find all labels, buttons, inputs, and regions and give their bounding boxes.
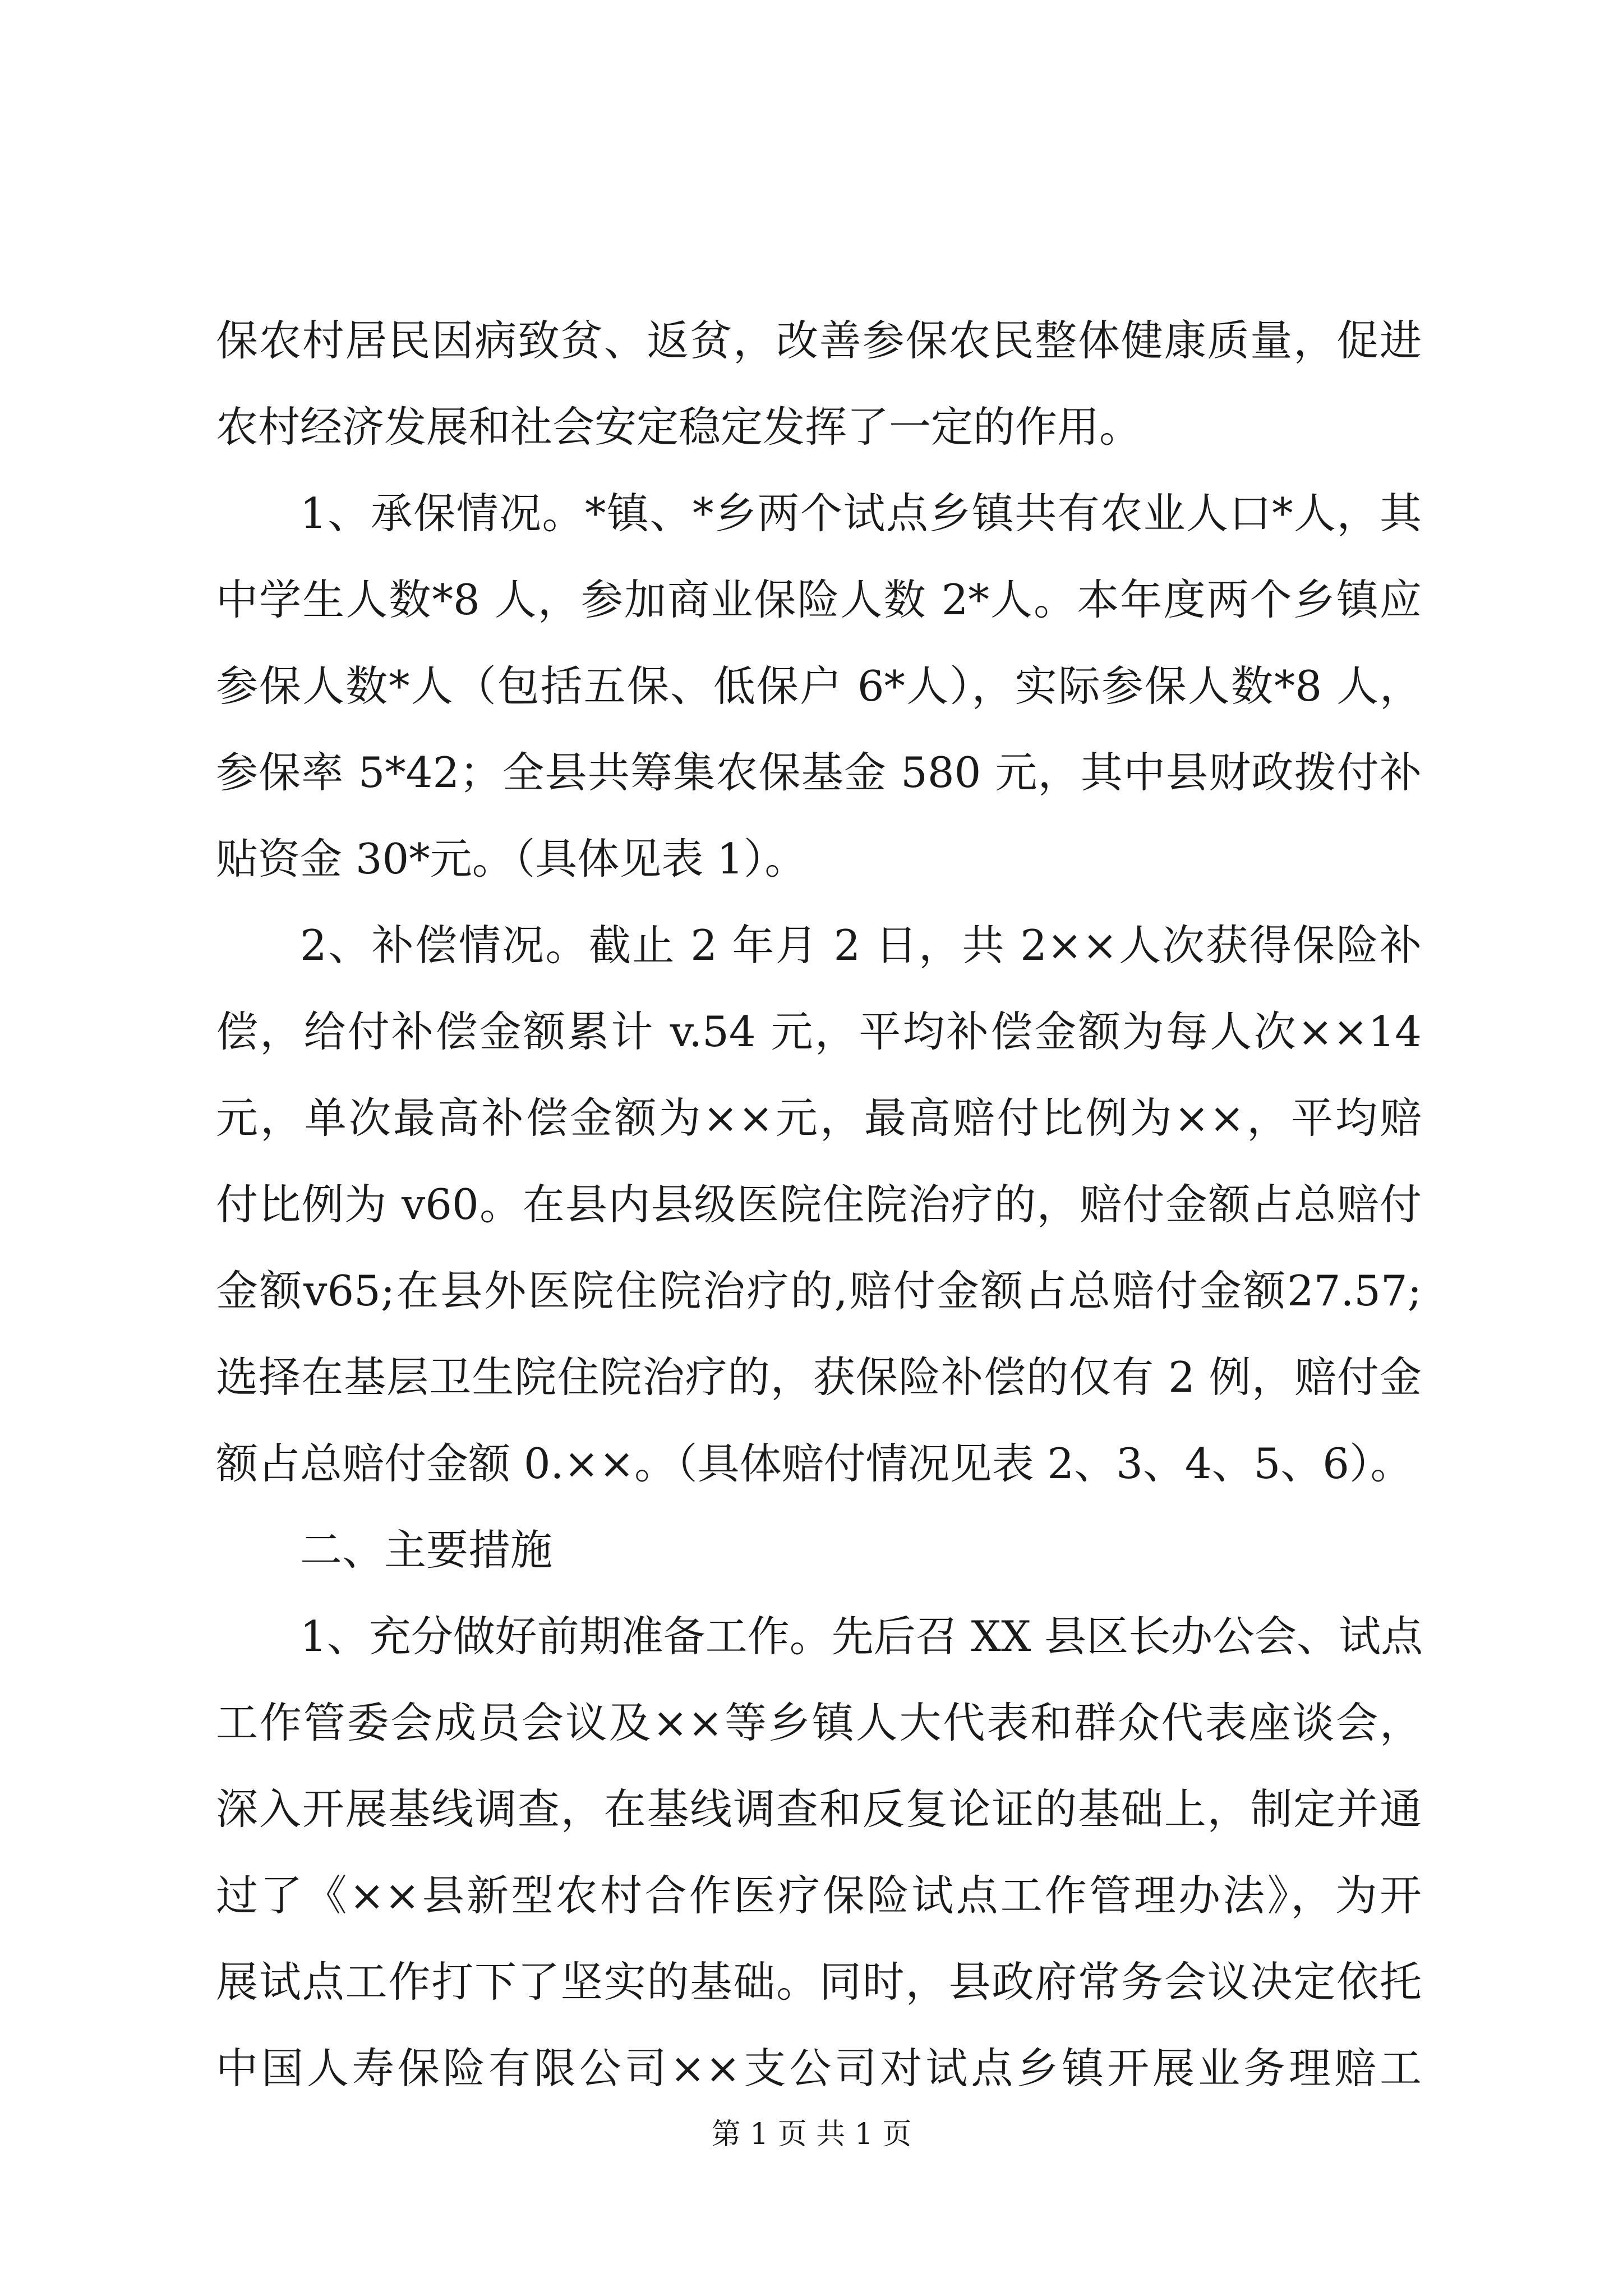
text-line: 展试点工作打下了坚实的基础。同时，县政府常务会议决定依托 (216, 1957, 1422, 2007)
page-footer: 第 1 页 共 1 页 (711, 2118, 912, 2151)
text-line: 保农村居民因病致贫、返贫，改善参保农民整体健康质量，促进 (216, 316, 1422, 365)
text-line: 过了《××县新型农村合作医疗保险试点工作管理办法》，为开 (216, 1871, 1422, 1920)
text-line: 金额v65;在县外医院住院治疗的,赔付金额占总赔付金额27.57; (216, 1266, 1422, 1315)
text-line: 中国人寿保险有限公司××支公司对试点乡镇开展业务理赔工 (216, 2044, 1422, 2093)
text-line: 付比例为 v60。在县内县级医院住院治疗的，赔付金额占总赔付 (216, 1180, 1422, 1229)
text-line: 深入开展基线调查，在基线调查和反复论证的基础上，制定并通 (216, 1784, 1422, 1834)
text-line: 1、承保情况。*镇、*乡两个试点乡镇共有农业人口*人，其 (300, 489, 1422, 538)
text-line: 参保率 5*42；全县共筹集农保基金 580 元，其中县财政拨付补 (216, 748, 1422, 797)
text-line: 1、充分做好前期准备工作。先后召 XX 县区长办公会、试点 (300, 1612, 1423, 1661)
text-line: 贴资金 30*元。（具体见表 1）。 (216, 834, 807, 884)
text-line: 工作管委会成员会议及××等乡镇人大代表和群众代表座谈会， (216, 1698, 1422, 1747)
section-heading: 二、主要措施 (300, 1525, 553, 1575)
text-line: 农村经济发展和社会安定稳定发挥了一定的作用。 (216, 402, 1142, 452)
text-line: 参保人数*人（包括五保、低保户 6*人），实际参保人数*8 人， (216, 661, 1422, 711)
text-line: 中学生人数*8 人，参加商业保险人数 2*人。本年度两个乡镇应 (216, 575, 1422, 624)
text-line: 2、补偿情况。截止 2 年月 2 日，共 2××人次获得保险补 (300, 921, 1422, 970)
text-line: 额占总赔付金额 0.××。（具体赔付情况见表 2、3、4、5、6）。 (216, 1439, 1413, 1488)
text-line: 偿，给付补偿金额累计 v.54 元，平均补偿金额为每人次××14 (216, 1007, 1422, 1056)
body-text (216, 297, 1422, 2111)
text-line: 元，单次最高补偿金额为××元，最高赔付比例为××，平均赔 (216, 1093, 1422, 1143)
text-line: 选择在基层卫生院住院治疗的，获保险补偿的仅有 2 例，赔付金 (216, 1352, 1422, 1402)
